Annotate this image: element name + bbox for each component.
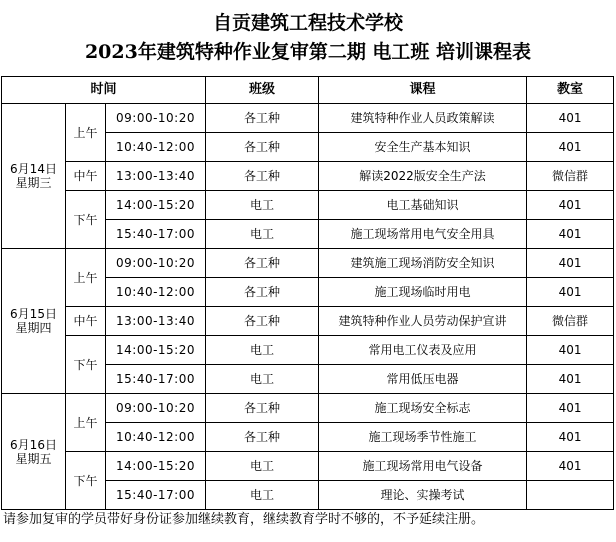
class-cell: 电工 (206, 481, 319, 510)
time-cell: 09:00-10:20 (106, 394, 206, 423)
time-cell: 09:00-10:20 (106, 104, 206, 133)
course-cell: 安全生产基本知识 (319, 133, 527, 162)
class-cell: 各工种 (206, 307, 319, 336)
school-name: 自贡建筑工程技术学校 (212, 12, 403, 34)
header-time: 时间 (2, 77, 206, 104)
course-cell: 常用电工仪表及应用 (319, 336, 527, 365)
course-cell: 施工现场常用电气设备 (319, 452, 527, 481)
time-cell: 10:40-12:00 (106, 423, 206, 452)
room-cell: 401 (527, 336, 614, 365)
course-cell: 施工现场常用电气安全用具 (319, 220, 527, 249)
date-cell (2, 394, 66, 510)
table-row (2, 452, 614, 481)
class-cell: 各工种 (206, 133, 319, 162)
weekday-label: 星期四 (15, 321, 52, 335)
title-block (0, 0, 616, 76)
class-cell: 各工种 (206, 162, 319, 191)
class-cell: 电工 (206, 365, 319, 394)
time-cell: 14:00-15:20 (106, 191, 206, 220)
table-row (2, 104, 614, 133)
header-row (2, 77, 614, 104)
period-cell: 上午 (66, 394, 106, 452)
schedule-table (1, 76, 614, 510)
date-cell (2, 104, 66, 249)
room-cell: 401 (527, 423, 614, 452)
time-cell: 13:00-13:40 (106, 162, 206, 191)
course-cell: 施工现场季节性施工 (319, 423, 527, 452)
time-cell: 10:40-12:00 (106, 133, 206, 162)
schedule-title: 2023年建筑特种作业复审第二期 电工班 培训课程表 (84, 41, 532, 63)
room-cell: 401 (527, 133, 614, 162)
time-cell: 09:00-10:20 (106, 249, 206, 278)
table-row (2, 249, 614, 278)
time-cell: 10:40-12:00 (106, 278, 206, 307)
room-cell: 401 (527, 394, 614, 423)
table-row (2, 191, 614, 220)
time-cell: 15:40-17:00 (106, 365, 206, 394)
course-cell: 建筑特种作业人员劳动保护宣讲 (319, 307, 527, 336)
class-cell: 各工种 (206, 394, 319, 423)
header-course: 课程 (319, 77, 527, 104)
room-cell: 401 (527, 191, 614, 220)
footer-note: 请参加复审的学员带好身份证参加继续教育，继续教育学时不够的，不予延续注册。 (3, 512, 485, 527)
header-room: 教室 (527, 77, 614, 104)
course-cell: 建筑施工现场消防安全知识 (319, 249, 527, 278)
class-cell: 电工 (206, 220, 319, 249)
room-cell (527, 481, 614, 510)
class-cell: 电工 (206, 191, 319, 220)
header-class: 班级 (206, 77, 319, 104)
class-cell: 各工种 (206, 423, 319, 452)
course-cell: 施工现场临时用电 (319, 278, 527, 307)
period-cell: 下午 (66, 452, 106, 510)
date-cell (2, 249, 66, 394)
time-cell: 14:00-15:20 (106, 336, 206, 365)
course-cell: 解读2022版安全生产法 (319, 162, 527, 191)
time-cell: 14:00-15:20 (106, 452, 206, 481)
room-cell: 401 (527, 249, 614, 278)
room-cell: 微信群 (527, 162, 614, 191)
course-cell: 常用低压电器 (319, 365, 527, 394)
period-cell: 中午 (66, 162, 106, 191)
class-cell: 各工种 (206, 249, 319, 278)
period-cell: 上午 (66, 249, 106, 307)
period-cell: 下午 (66, 191, 106, 249)
class-cell: 各工种 (206, 278, 319, 307)
period-cell: 下午 (66, 336, 106, 394)
table-row (2, 162, 614, 191)
date-label: 6月15日 (10, 307, 57, 321)
table-row (2, 394, 614, 423)
table-row (2, 307, 614, 336)
course-cell: 建筑特种作业人员政策解读 (319, 104, 527, 133)
class-cell: 各工种 (206, 104, 319, 133)
time-cell: 15:40-17:00 (106, 481, 206, 510)
room-cell: 401 (527, 365, 614, 394)
table-row (2, 336, 614, 365)
time-cell: 15:40-17:00 (106, 220, 206, 249)
room-cell: 401 (527, 278, 614, 307)
class-cell: 电工 (206, 452, 319, 481)
time-cell: 13:00-13:40 (106, 307, 206, 336)
course-cell: 施工现场安全标志 (319, 394, 527, 423)
date-label: 6月14日 (10, 162, 57, 176)
room-cell: 401 (527, 452, 614, 481)
weekday-label: 星期三 (15, 176, 52, 190)
date-label: 6月16日 (10, 437, 57, 452)
room-cell: 微信群 (527, 307, 614, 336)
room-cell: 401 (527, 104, 614, 133)
course-cell: 电工基础知识 (319, 191, 527, 220)
room-cell: 401 (527, 220, 614, 249)
weekday-label: 星期五 (15, 451, 52, 466)
period-cell: 上午 (66, 104, 106, 162)
class-cell: 电工 (206, 336, 319, 365)
course-cell: 理论、实操考试 (319, 481, 527, 510)
period-cell: 中午 (66, 307, 106, 336)
